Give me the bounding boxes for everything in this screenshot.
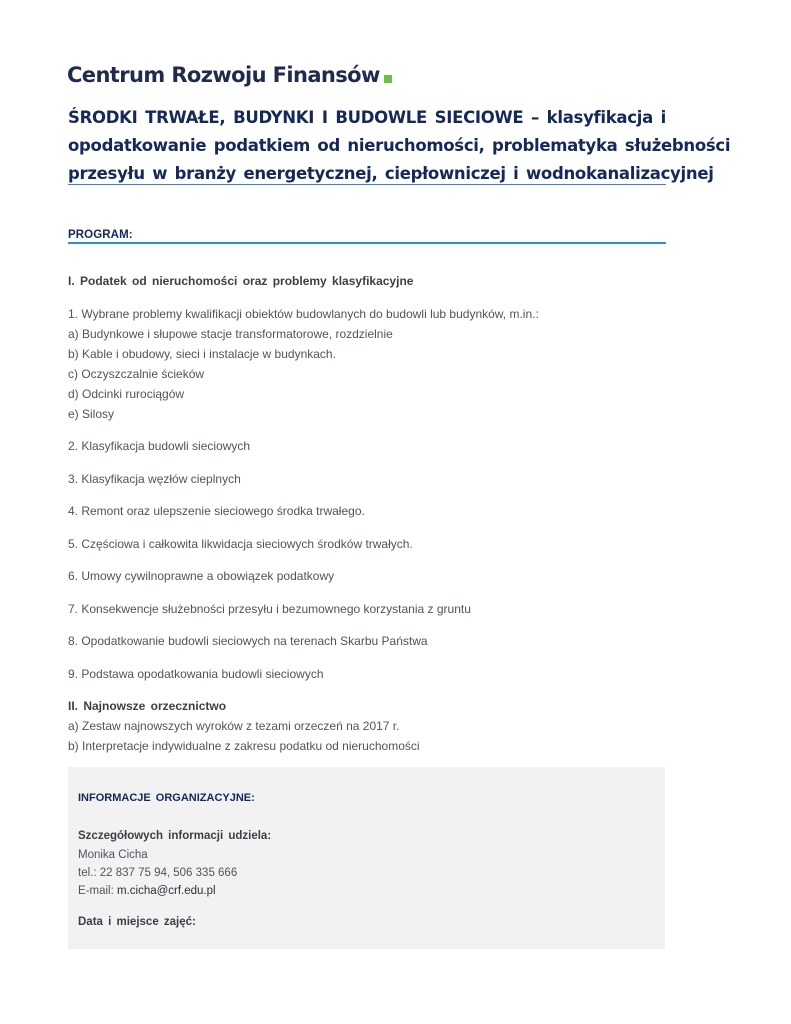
list-item: 9. Podstawa opodatkowania budowli sieciowych <box>68 667 324 681</box>
section-2-heading: II. Najnowsze orzecznictwo <box>68 699 227 713</box>
list-item: 3. Klasyfikacja węzłów cieplnych <box>68 472 241 486</box>
email-link[interactable]: m.cicha@crf.edu.pl <box>116 885 216 897</box>
info-title: INFORMACJE ORGANIZACYJNE: <box>78 792 255 804</box>
list-subitem: b) Kable i obudowy, sieci i instalacje w budynkach. <box>68 347 336 361</box>
list-item: 5. Częściowa i całkowita likwidacja sieciowych środków trwałych. <box>68 537 413 551</box>
document-title <box>68 104 731 188</box>
contact-email <box>78 885 216 897</box>
list-subitem: a) Zestaw najnowszych wyroków z tezami orzeczeń na 2017 r. <box>68 719 400 733</box>
company-logo <box>67 62 392 88</box>
email-label: E-mail: <box>78 885 117 897</box>
list-subitem: a) Budynkowe i słupowe stacje transformatorowe, rozdzielnie <box>68 327 393 341</box>
logo-square-icon <box>384 75 392 83</box>
program-label: PROGRAM: <box>68 229 133 241</box>
title-line-1: ŚRODKI TRWAŁE, BUDYNKI I BUDOWLE SIECIOWE – klasyfikacja i <box>68 108 666 127</box>
list-subitem: b) Interpretacje indywidualne z zakresu podatku od nieruchomości <box>68 739 420 753</box>
title-line-3: przesyłu w branży energetycznej, ciepłowniczej i wodnokanalizacyjnej <box>68 164 714 183</box>
list-subitem: e) Silosy <box>68 407 115 421</box>
list-item: 7. Konsekwencje służebności przesyłu i bezumownego korzystania z gruntu <box>68 602 471 616</box>
contact-label: Szczegółowych informacji udziela: <box>78 830 272 842</box>
list-item: 8. Opodatkowanie budowli sieciowych na terenach Skarbu Państwa <box>68 634 428 648</box>
list-item: 4. Remont oraz ulepszenie sieciowego środka trwałego. <box>68 504 365 518</box>
organizational-info-box <box>68 767 665 949</box>
contact-name: Monika Cicha <box>78 849 148 861</box>
contact-phone: tel.: 22 837 75 94, 506 335 666 <box>78 867 238 879</box>
list-item: 1. Wybrane problemy kwalifikacji obiektów budowlanych do budowli lub budynków, m.in.: <box>68 307 539 321</box>
list-subitem: d) Odcinki rurociągów <box>68 387 185 401</box>
program-divider <box>68 242 666 244</box>
title-underline <box>68 184 666 185</box>
list-subitem: c) Oczyszczalnie ścieków <box>68 367 205 381</box>
list-item: 2. Klasyfikacja budowli sieciowych <box>68 439 251 453</box>
date-place-label: Data i miejsce zajęć: <box>78 916 196 928</box>
title-line-2: opodatkowanie podatkiem od nieruchomości, problematyka służebności <box>68 136 731 155</box>
logo-text: Centrum Rozwoju Finansów <box>67 63 380 87</box>
list-item: 6. Umowy cywilnoprawne a obowiązek podatkowy <box>68 569 335 583</box>
section-1-heading: I. Podatek od nieruchomości oraz problemy klasyfikacyjne <box>68 274 414 288</box>
